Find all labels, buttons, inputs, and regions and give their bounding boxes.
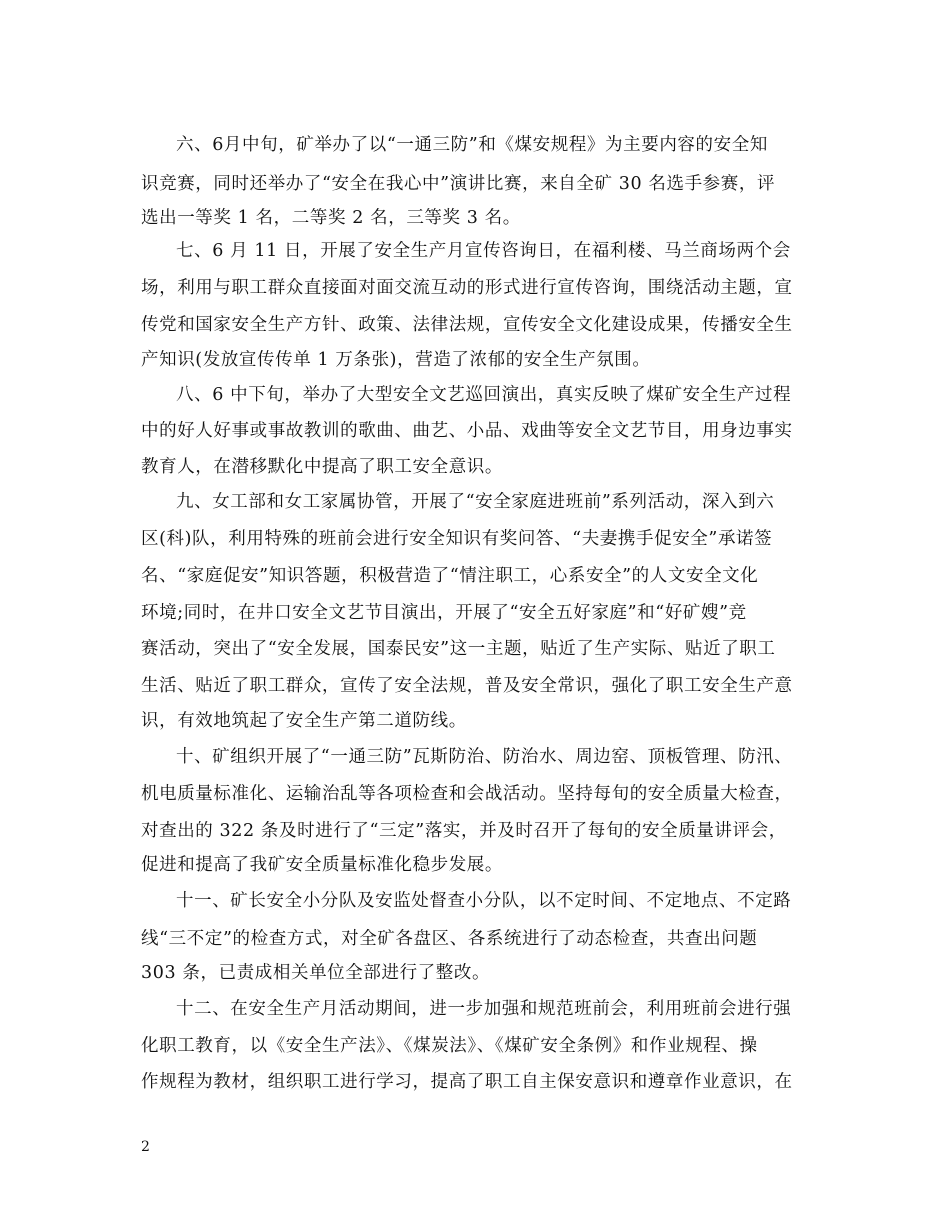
text-line: 十一、矿长安全小分队及安监处督查小分队，以不定时间、不定地点、不定路 — [176, 891, 792, 911]
text-line: 生活、贴近了职工群众，宣传了安全法规，普及安全常识，强化了职工安全生产意 — [141, 676, 793, 696]
text-line: 教育人，在潜移默化中提高了职工安全意识。 — [141, 457, 503, 477]
text-line: 区(科)队，利用特殊的班前会进行安全知识有奖问答、“夫妻携手促安全”承诺签 — [141, 529, 773, 549]
text-line: 名、“家庭促安”知识答题，积极营造了“情注职工，心系安全”的人文安全文化 — [141, 566, 759, 586]
text-line: 九、女工部和女工家属协管，开展了“安全家庭进班前”系列活动，深入到六 — [176, 492, 775, 512]
text-line: 机电质量标准化、运输治乱等各项检查和会战活动。坚持每旬的安全质量大检查， — [141, 784, 793, 804]
text-line: 对查出的 322 条及时进行了“三定”落实，并及时召开了每旬的安全质量讲评会， — [141, 821, 787, 841]
text-line: 赛活动，突出了“安全发展，国泰民安”这一主题，贴近了生产实际、贴近了职工 — [141, 639, 776, 659]
text-line: 环境;同时，在井口安全文艺节目演出，开展了“安全五好家庭”和“好矿嫂”竞 — [141, 603, 747, 623]
text-line: 中的好人好事或事故教训的歌曲、曲艺、小品、戏曲等安全文艺节目，用身边事实 — [141, 421, 793, 441]
text-line: 促进和提高了我矿安全质量标准化稳步发展。 — [141, 855, 503, 875]
text-line: 识，有效地筑起了安全生产第二道防线。 — [141, 711, 467, 731]
text-line: 产知识(发放宣传传单 1 万条张)，营造了浓郁的安全生产氛围。 — [141, 350, 651, 370]
text-line: 六、6月中旬，矿举办了以“一通三防”和《煤安规程》为主要内容的安全知 — [176, 135, 768, 155]
text-line: 十二、在安全生产月活动期间，进一步加强和规范班前会，利用班前会进行强 — [176, 999, 792, 1019]
text-line: 十、矿组织开展了“一通三防”瓦斯防治、防治水、周边窑、顶板管理、防汛、 — [176, 747, 793, 767]
text-line: 八、6 中下旬，举办了大型安全文艺巡回演出，真实反映了煤矿安全生产过程 — [176, 385, 792, 405]
text-line: 识竞赛，同时还举办了“安全在我心中”演讲比赛，来自全矿 30 名选手参赛，评 — [141, 174, 776, 194]
text-line: 线“三不定”的检查方式，对全矿各盘区、各系统进行了动态检查，共查出问题 — [141, 929, 758, 949]
text-line: 场，利用与职工群众直接面对面交流互动的形式进行宣传咨询，围绕活动主题，宣 — [141, 278, 793, 298]
text-line: 作规程为教材，组织职工进行学习，提高了职工自主保安意识和遵章作业意识，在 — [141, 1072, 793, 1092]
page-number: 2 — [141, 1139, 150, 1155]
text-line: 303 条，已责成相关单位全部进行了整改。 — [141, 963, 491, 983]
text-line: 化职工教育，以《安全生产法》、《煤炭法》、《煤矿安全条例》和作业规程、操 — [141, 1036, 758, 1056]
text-line: 七、6 月 11 日，开展了安全生产月宣传咨询日，在福利楼、马兰商场两个会 — [176, 241, 791, 261]
text-line: 选出一等奖 1 名，二等奖 2 名，三等奖 3 名。 — [141, 208, 521, 228]
text-line: 传党和国家安全生产方针、政策、法律法规，宣传安全文化建设成果，传播安全生 — [141, 315, 793, 335]
